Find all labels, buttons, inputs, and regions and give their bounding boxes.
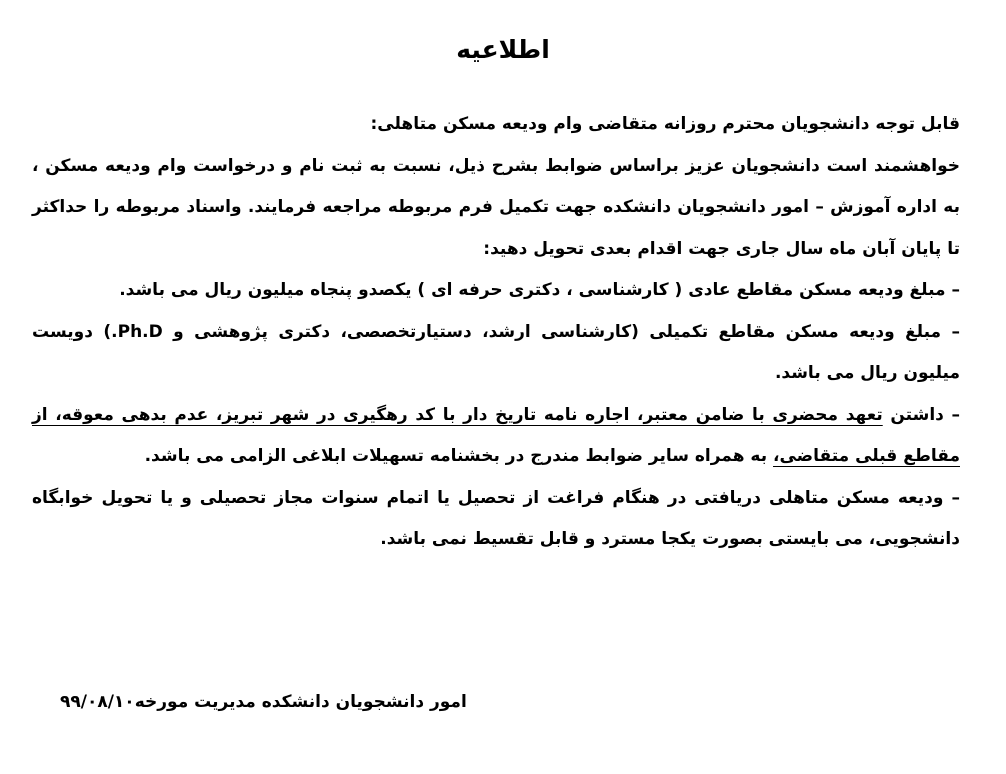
notice-addressee: قابل توجه دانشجویان محترم روزانه متقاضی وام ودیعه مسکن متاهلی: (370, 114, 960, 134)
notice-item-3-suffix: به همراه سایر ضوابط مندرج در بخشنامه تسهیلات ابلاغی الزامی می باشد. (144, 446, 774, 466)
notice-item-1: – مبلغ ودیعه مسکن مقاطع عادی ( کارشناسی ، دکتری حرفه ای ) یکصدو پنجاه میلیون ریال می باشد. (119, 280, 960, 300)
notice-intro: خواهشمند است دانشجویان عزیز براساس ضوابط بشرح ذیل، نسبت به ثبت نام و درخواست وام ودیعه مسکن ، به اداره آموزش – امور دانشجویان دانشکده جهت تکمیل فرم مربوطه مراجعه فرمایند. واسناد مربوطه را حداکثر تا پایان آبان ماه سال جاری جهت اقدام بعدی تحویل دهید: (32, 155, 960, 259)
notice-item-2: – مبلغ ودیعه مسکن مقاطع تکمیلی (کارشناسی ارشد، دستیارتخصصی، دکتری پژوهشی و Ph.D.) دویست میلیون ریال می باشد. (32, 321, 960, 383)
notice-title: اطلاعیه (456, 35, 550, 64)
notice-item-3-underlined: تعهد محضری با ضامن معتبر، اجاره نامه تاریخ دار با کد رهگیری در شهر تبریز، عدم بدهی معوقه، از مقاطع قبلی متقاضی، (32, 404, 960, 466)
notice-item-4: – ودیعه مسکن متاهلی دریافتی در هنگام فراغت از تحصیل یا اتمام سنوات مجاز تحصیلی و یا تحویل خوابگاه دانشجویی، می بایستی بصورت یکجا مسترد و قابل تقسیط نمی باشد. (32, 487, 960, 549)
notice-item-3 (32, 395, 960, 478)
notice-item-3-prefix: – داشتن (882, 404, 961, 425)
notice-body (32, 104, 960, 561)
notice-signature: امور دانشجویان دانشکده مدیریت مورخه۹۹/۰۸/۱۰ (60, 692, 467, 712)
